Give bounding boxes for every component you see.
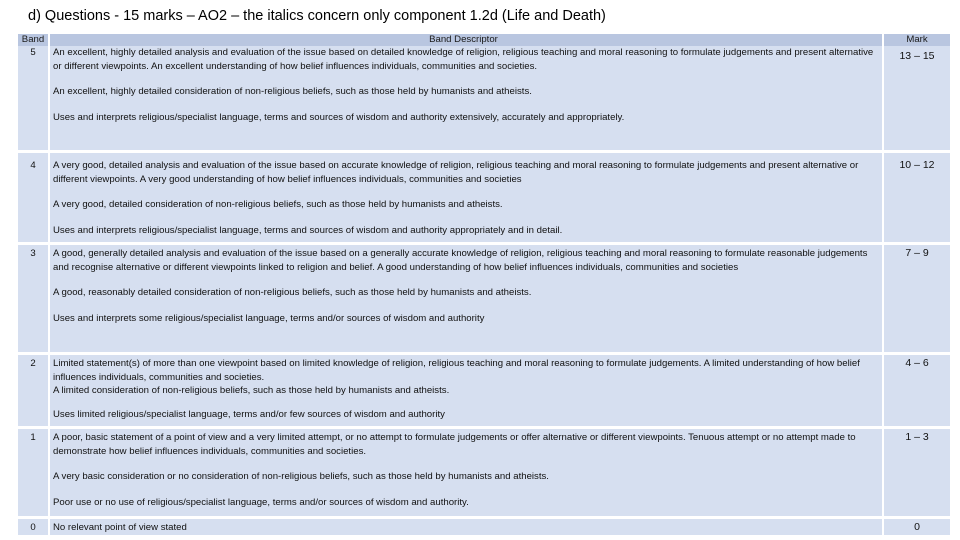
band-row-4 [18, 153, 950, 245]
band-mark: 4 – 6 [905, 357, 929, 369]
band-row-3 [18, 245, 950, 355]
page-title: d) Questions - 15 marks – AO2 – the italics concern only component 1.2d (Life and Death) [28, 8, 606, 24]
band-row-5 [18, 46, 950, 153]
band-mark: 1 – 3 [905, 431, 929, 443]
band-number: 1 [30, 432, 36, 443]
band-descriptor-nonreligious: A good, reasonably detailed consideration of non-religious beliefs, such as those held by humanists and atheists. [53, 287, 532, 299]
band-descriptor-nonreligious: An excellent, highly detailed consideration of non-religious beliefs, such as those held by humanists and atheists. [53, 86, 532, 98]
band-descriptor-nonreligious: A limited consideration of non-religious beliefs, such as those held by humanists and atheists. [53, 385, 450, 397]
band-mark: 13 – 15 [899, 50, 935, 62]
band-descriptor-main: A very good, detailed analysis and evaluation of the issue based on accurate knowledge of religion, religious teaching and moral reasoning to formulate judgements and present alternative or different viewpoints. A very good understanding of how belief influences individuals, communities and societies [53, 160, 859, 185]
band-number: 5 [30, 47, 36, 58]
mark-header: Mark [884, 34, 950, 46]
band-descriptor-language: Poor use or no use of religious/specialist language, terms and/or sources of wisdom and authority. [53, 496, 469, 508]
band-descriptor-nonreligious: A very basic consideration or no consideration of non-religious beliefs, such as those held by humanists and atheists. [53, 471, 549, 483]
band-row-0 [18, 519, 950, 535]
band-row-1 [18, 429, 950, 519]
band-mark: 10 – 12 [899, 159, 935, 171]
table-header-row [18, 34, 950, 46]
band-mark: 7 – 9 [905, 247, 929, 259]
band-descriptor-language: Uses and interprets some religious/specialist language, terms and/or sources of wisdom and authority [53, 312, 485, 324]
band-descriptor-language: Uses and interprets religious/specialist language, terms and sources of wisdom and authority extensively, accurately and appropriately. [53, 111, 625, 123]
band-descriptor-main: A good, generally detailed analysis and evaluation of the issue based on a generally accurate knowledge of religion, religious teaching and moral reasoning to formulate reasonable judgements and recognise alternative or different viewpoints linked to religion and belief. A good understanding of how belief influences individuals, communities and societies [53, 248, 868, 273]
descriptor-header: Band Descriptor [48, 34, 884, 46]
band-number: 0 [30, 522, 36, 533]
band-descriptor-main: A poor, basic statement of a point of view and a very limited attempt, or no attempt to formulate judgements or offer alternative or different viewpoints. Tenuous attempt or no attempt made to demonstrate how belief influences individuals, communities and societies. [53, 432, 856, 457]
band-number: 2 [30, 358, 36, 369]
band-descriptor-main: An excellent, highly detailed analysis and evaluation of the issue based on detailed knowledge of religion, religious teaching and moral reasoning to formulate judgements and present alternative or different viewpoints. An excellent understanding of how belief influences individuals, communities and societies. [53, 47, 874, 72]
band-descriptor-main: No relevant point of view stated [53, 522, 187, 533]
band-number: 3 [30, 248, 36, 259]
mark-scheme-table [18, 34, 950, 535]
band-number: 4 [30, 160, 36, 171]
band-descriptor-nonreligious: A very good, detailed consideration of non-religious beliefs, such as those held by humanists and atheists. [53, 199, 503, 211]
band-mark: 0 [914, 521, 920, 533]
band-descriptor-language: Uses and interprets religious/specialist language, terms and sources of wisdom and authority appropriately and in detail. [53, 224, 563, 236]
band-descriptor-main: Limited statement(s) of more than one viewpoint based on limited knowledge of religion, religious teaching and moral reasoning to formulate judgements. A limited understanding of how belief influences individuals, communities and societies. [53, 358, 860, 383]
band-descriptor-language: Uses limited religious/specialist language, terms and/or few sources of wisdom and authority [53, 408, 445, 420]
band-header: Band [18, 34, 48, 46]
band-row-2 [18, 355, 950, 429]
